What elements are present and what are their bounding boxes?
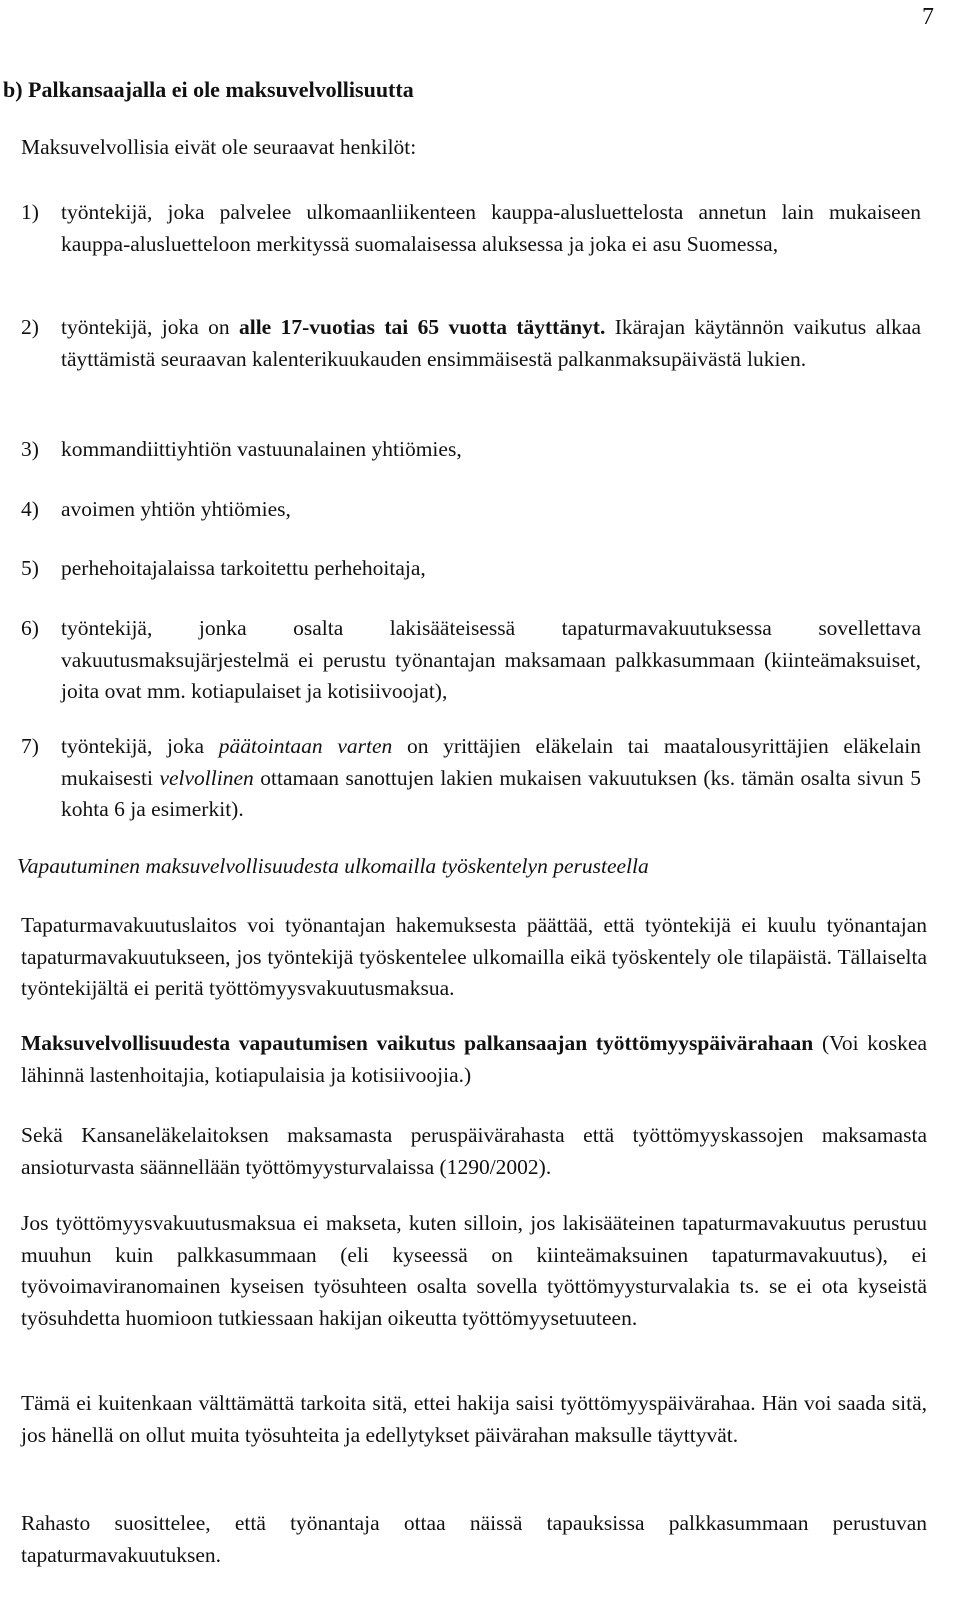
- list-item-number: 7): [21, 734, 39, 758]
- list-item: [21, 434, 921, 466]
- list-item: [21, 613, 921, 708]
- list-item: [21, 731, 921, 826]
- list-item-number: 1): [21, 200, 39, 224]
- list-item-text: työntekijä, joka päätointaan varten on yrittäjien eläkelain tai maatalousyrittäjien eläkelain mukaisesti velvollinen ottamaan sanottujen lakien mukaisen vakuutuksen (ks. tämän osalta sivun 5 kohta 6 ja esimerkit).: [61, 734, 922, 821]
- list-item: [21, 197, 921, 260]
- section-heading: b) Palkansaajalla ei ole maksuvelvollisuutta: [3, 77, 414, 102]
- page-number: 7: [922, 4, 934, 30]
- paragraph-rahasto: Rahasto suosittelee, että työnantaja ottaa näissä tapauksissa palkkasummaan perustuvan tapaturmavakuutuksen.: [21, 1511, 927, 1567]
- list-item-number: 6): [21, 616, 39, 640]
- list-item-text: perhehoitajalaissa tarkoitettu perhehoitaja,: [61, 556, 426, 580]
- list-item: [21, 494, 921, 526]
- list-item-text: työntekijä, joka palvelee ulkomaanliikenteen kauppa-alusluettelosta annetun lain mukaiseen kauppa-alusluetteloon merkityssä suomalaisessa aluksessa ja joka ei asu Suomessa,: [61, 200, 921, 256]
- list-item-text: avoimen yhtiön yhtiömies,: [61, 497, 291, 521]
- age-limit-bold: alle 17-vuotias tai 65 vuotta täyttänyt.: [238, 315, 606, 339]
- effect-heading: Maksuvelvollisuudesta vapautumisen vaikutus palkansaajan työttömyyspäivärahaan (Voi koskea lähinnä lastenhoitajia, kotiapulaisia ja kotisiivoojia.): [21, 1031, 927, 1087]
- paragraph-jos: Jos työttömyysvakuutusmaksua ei makseta, kuten silloin, jos lakisääteinen tapaturmavakuutus perustuu muuhun kuin palkkasummaan (eli kyseessä on kiinteämaksuinen tapaturmavakuutus), ei työvoimaviranomainen kyseisen työsuhteen osalta sovella työttömyysturvalakia ts. se ei ota kyseistä työsuhdetta huomioon tutkiessaan hakijan oikeutta työttömyysetuuteen.: [21, 1211, 927, 1330]
- paragraph-tapaturma: Tapaturmavakuutuslaitos voi työnantajan hakemuksesta päättää, että työntekijä ei kuulu työnantajan tapaturmavakuutukseen, jos työntekijä työskentelee ulkomailla eikä työskentely ole tilapäistä. Tällaiselta työntekijältä ei peritä työttömyysvakuutusmaksua.: [21, 913, 927, 1000]
- effect-heading-bold: Maksuvelvollisuudesta vapautumisen vaikutus palkansaajan työttömyyspäivärahaan: [21, 1031, 814, 1055]
- list-item-text: työntekijä, jonka osalta lakisääteisessä tapaturmavakuutuksessa sovellettava vakuutusmaksujärjestelmä ei perustu työnantajan maksamaan palkkasummaan (kiinteämaksuiset, joita ovat mm. kotiapulaiset ja kotisiivoojat),: [61, 616, 921, 703]
- list-item-number: 5): [21, 556, 39, 580]
- list-item-number: 3): [21, 437, 39, 461]
- list-item-number: 2): [21, 315, 39, 339]
- list-item: [21, 312, 921, 375]
- italic-subheading: Vapautuminen maksuvelvollisuudesta ulkomailla työskentelyn perusteella: [17, 854, 649, 878]
- list-item-text: työntekijä, joka on alle 17-vuotias tai 65 vuotta täyttänyt. Ikärajan käytännön vaikutus alkaa täyttämistä seuraavan kalenterikuukauden ensimmäisestä palkanmaksupäivästä lukien.: [61, 315, 921, 371]
- intro-text: Maksuvelvollisia eivät ole seuraavat henkilöt:: [21, 135, 417, 159]
- paragraph-kela: Sekä Kansaneläkelaitoksen maksamasta peruspäivärahasta että työttömyyskassojen maksamasta ansioturvasta säännellään työttömyysturvalaissa (1290/2002).: [21, 1123, 927, 1179]
- list-item-number: 4): [21, 497, 39, 521]
- list-item: [21, 553, 921, 585]
- paragraph-tama: Tämä ei kuitenkaan välttämättä tarkoita sitä, ettei hakija saisi työttömyyspäivärahaa. Hän voi saada sitä, jos hänellä on ollut muita työsuhteita ja edellytykset päivärahan maksulle täyttyvät.: [21, 1391, 927, 1447]
- list-item-text: kommandiittiyhtiön vastuunalainen yhtiömies,: [61, 437, 462, 461]
